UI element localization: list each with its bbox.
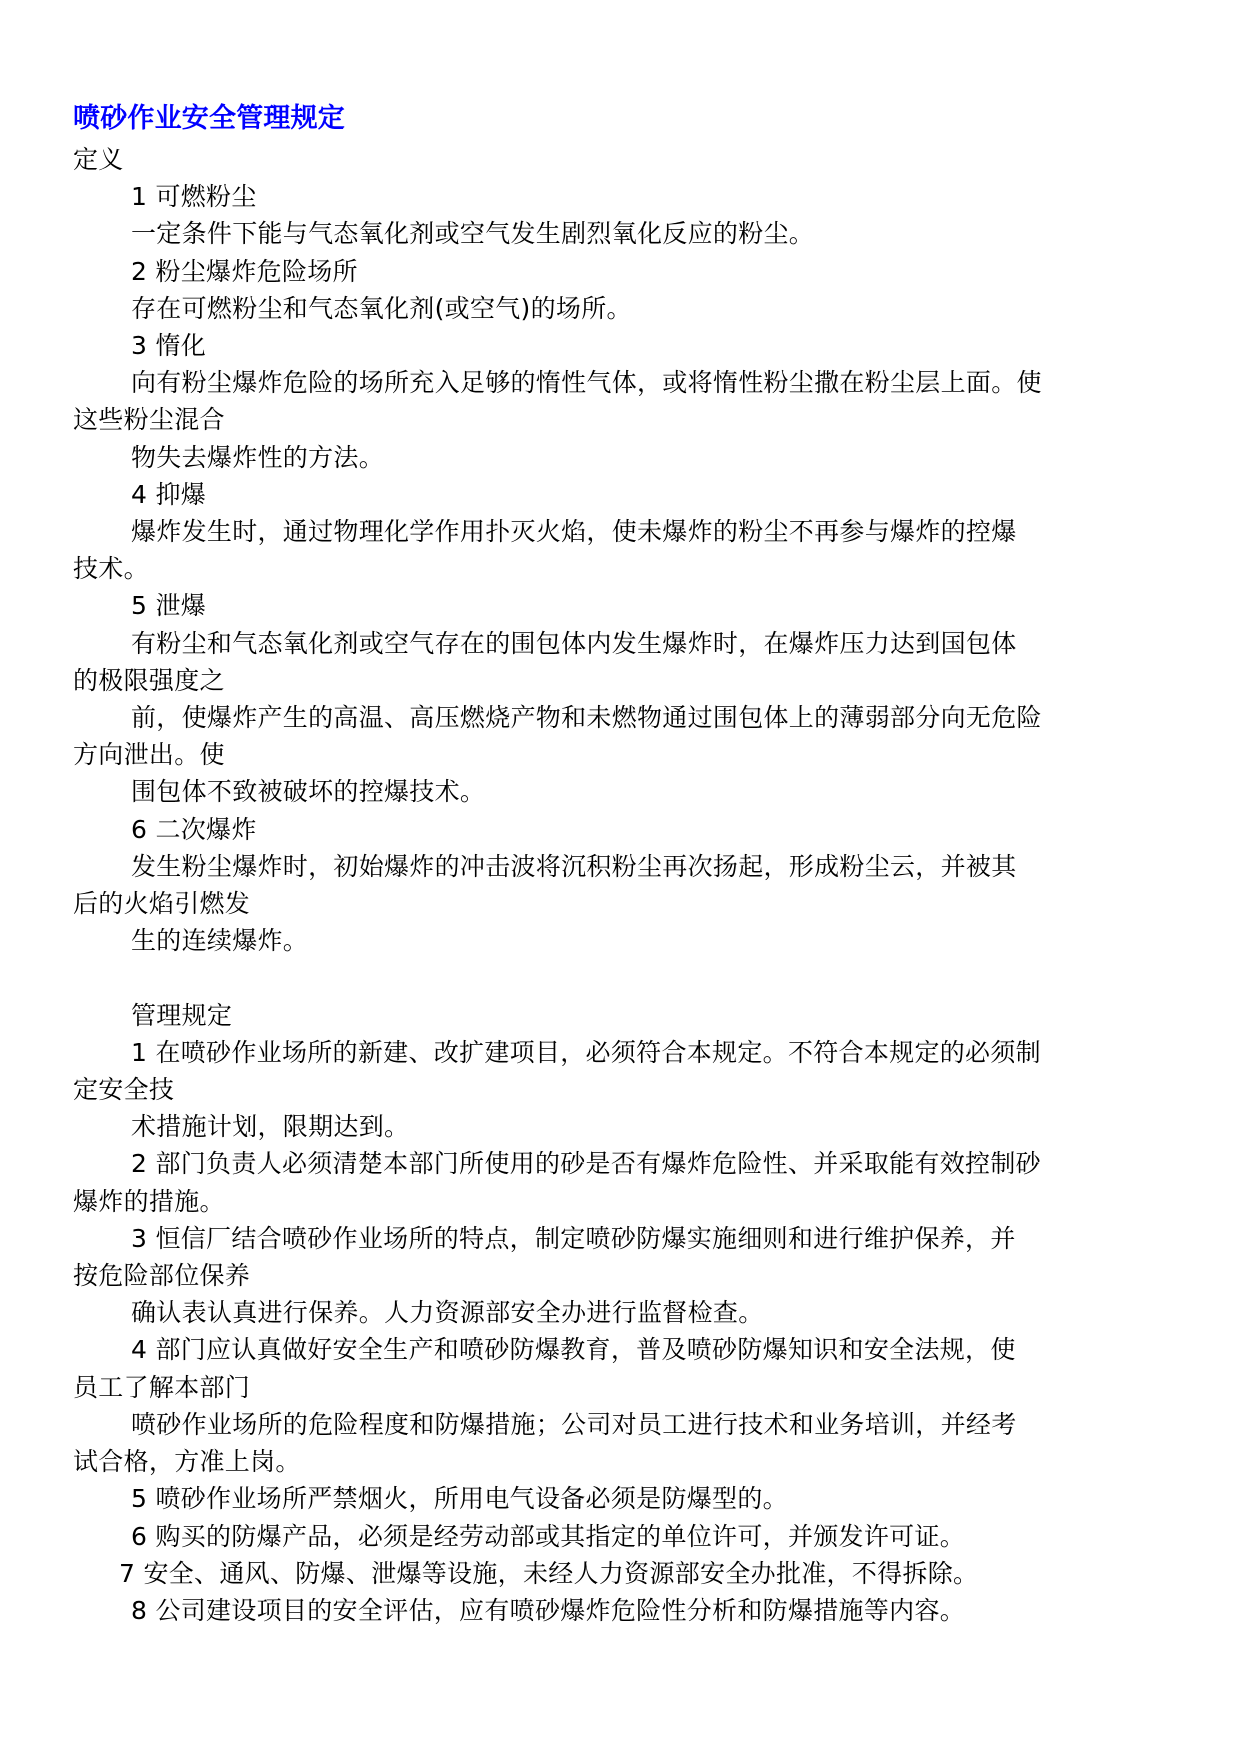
definition-term: 5 泄爆: [131, 591, 207, 621]
regulation-item: 1 在喷砂作业场所的新建、改扩建项目，必须符合本规定。不符合本规定的必须制: [131, 1037, 1041, 1067]
definition-text: 围包体不致被破坏的控爆技术。: [131, 777, 486, 807]
definition-text: 爆炸发生时，通过物理化学作用扑灭火焰，使未爆炸的粉尘不再参与爆炸的控爆: [131, 517, 1017, 547]
regulation-item-continued: 试合格，方准上岗。: [73, 1447, 301, 1477]
definition-term: 6 二次爆炸: [131, 814, 257, 844]
definition-text: 有粉尘和气态氧化剂或空气存在的围包体内发生爆炸时，在爆炸压力达到国包体: [131, 628, 1017, 658]
definition-text-continued: 方向泄出。使: [73, 740, 225, 770]
definition-text: 生的连续爆炸。: [131, 926, 309, 956]
regulation-item-continued: 按危险部位保养: [73, 1261, 251, 1291]
regulation-item: 2 部门负责人必须清楚本部门所使用的砂是否有爆炸危险性、并采取能有效控制砂: [131, 1149, 1041, 1179]
document-title: 喷砂作业安全管理规定: [73, 103, 345, 134]
document-page: [73, 97, 1183, 1629]
regulation-item-continued: 定安全技: [73, 1075, 175, 1105]
regulation-item: 5 喷砂作业场所严禁烟火，所用电气设备必须是防爆型的。: [131, 1484, 788, 1514]
regulation-item: 3 恒信厂结合喷砂作业场所的特点，制定喷砂防爆实施细则和进行维护保养，并: [131, 1223, 1016, 1253]
definition-text-continued: 这些粉尘混合: [73, 405, 225, 435]
regulation-item: 确认表认真进行保养。人力资源部安全办进行监督检查。: [131, 1298, 764, 1328]
regulation-item: 4 部门应认真做好安全生产和喷砂防爆教育，普及喷砂防爆知识和安全法规，使: [131, 1335, 1016, 1365]
definition-text-continued: 的极限强度之: [73, 665, 225, 695]
regulation-item: 6 购买的防爆产品，必须是经劳动部或其指定的单位许可，并颁发许可证。: [131, 1521, 966, 1551]
regulation-item-continued: 爆炸的措施。: [73, 1186, 225, 1216]
definition-term: 3 惰化: [131, 331, 207, 361]
definition-text: 前，使爆炸产生的高温、高压燃烧产物和未燃物通过围包体上的薄弱部分向无危险: [131, 703, 1042, 733]
section-heading-regulations: 管理规定: [131, 1000, 233, 1030]
definition-text: 一定条件下能与气态氧化剂或空气发生剧烈氧化反应的粉尘。: [131, 219, 815, 249]
regulation-item: 喷砂作业场所的危险程度和防爆措施；公司对员工进行技术和业务培训，并经考: [131, 1409, 1017, 1439]
regulation-item: 术措施计划，限期达到。: [131, 1112, 410, 1142]
definition-text-continued: 技术。: [73, 554, 149, 584]
definition-text: 向有粉尘爆炸危险的场所充入足够的惰性气体，或将惰性粉尘撒在粉尘层上面。使: [131, 368, 1042, 398]
definition-term: 4 抑爆: [131, 479, 207, 509]
definition-text-continued: 后的火焰引燃发: [73, 889, 251, 919]
definition-term: 1 可燃粉尘: [131, 182, 257, 212]
regulation-item: 7 安全、通风、防爆、泄爆等设施，未经人力资源部安全办批准，不得拆除。: [119, 1558, 979, 1588]
regulation-item-continued: 员工了解本部门: [73, 1372, 251, 1402]
definition-text: 物失去爆炸性的方法。: [131, 442, 385, 472]
definition-text: 发生粉尘爆炸时，初始爆炸的冲击波将沉积粉尘再次扬起，形成粉尘云，并被其: [131, 851, 1017, 881]
definition-text: 存在可燃粉尘和气态氧化剂(或空气)的场所。: [131, 293, 632, 323]
section-spacer: [73, 959, 1183, 996]
definition-term: 2 粉尘爆炸危险场所: [131, 256, 358, 286]
regulation-item: 8 公司建设项目的安全评估，应有喷砂爆炸危险性分析和防爆措施等内容。: [131, 1595, 966, 1625]
section-heading-definitions: 定义: [73, 145, 124, 174]
